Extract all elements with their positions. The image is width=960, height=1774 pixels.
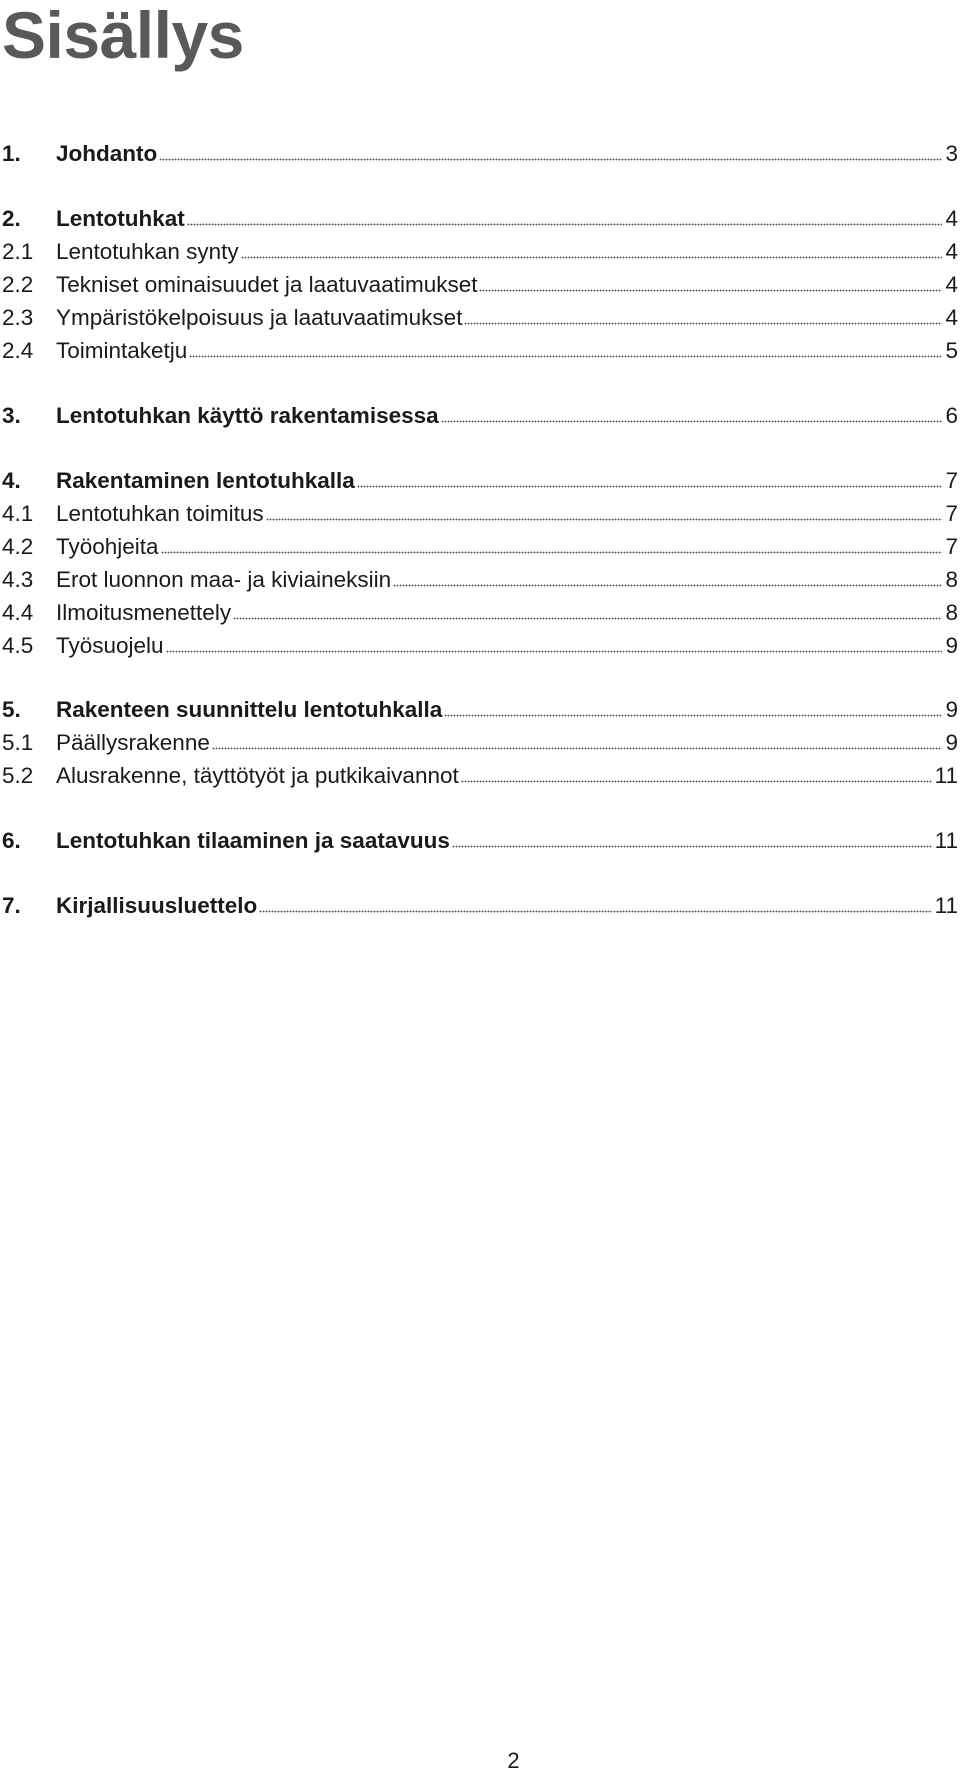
toc-page-number: 5 <box>945 338 958 363</box>
dot-leader <box>266 513 943 521</box>
toc-page-number: 11 <box>934 893 958 918</box>
toc-label: Työohjeita <box>56 534 159 559</box>
toc-entry-1[interactable] <box>2 138 958 170</box>
toc-page-number: 8 <box>945 600 958 625</box>
page-title: Sisällys <box>2 0 244 72</box>
toc-number: 4.4 <box>2 600 34 625</box>
dot-leader <box>479 284 942 292</box>
toc-page-number: 9 <box>945 633 958 658</box>
toc-entry-4-2[interactable] <box>2 531 958 563</box>
toc-entry-5-2[interactable] <box>2 760 958 792</box>
toc-number: 4.2 <box>2 534 34 559</box>
toc-number: 4.5 <box>2 633 34 658</box>
toc-label: Johdanto <box>56 141 158 166</box>
toc-number: 2.4 <box>2 338 34 363</box>
toc-number: 5. <box>2 697 21 722</box>
toc-number: 5.2 <box>2 763 34 788</box>
toc-page-number: 7 <box>945 501 958 526</box>
toc-number: 2. <box>2 206 21 231</box>
toc-page-number: 8 <box>945 567 958 592</box>
toc-page-number: 7 <box>945 468 958 493</box>
toc-label: Rakentaminen lentotuhkalla <box>56 468 355 493</box>
toc-number: 7. <box>2 893 21 918</box>
dot-leader <box>464 317 942 325</box>
toc-number: 4.3 <box>2 567 34 592</box>
toc-label: Työsuojelu <box>56 633 164 658</box>
dot-leader <box>166 645 943 653</box>
dot-leader <box>189 350 942 358</box>
toc-entry-3[interactable] <box>2 400 958 432</box>
dot-leader <box>187 218 943 226</box>
toc-entry-2[interactable] <box>2 203 958 235</box>
toc-entry-5[interactable] <box>2 694 958 726</box>
toc-label: Alusrakenne, täyttötyöt ja putkikaivannot <box>56 763 459 788</box>
toc-number: 4.1 <box>2 501 34 526</box>
toc-label: Ilmoitusmenettely <box>56 600 232 625</box>
dot-leader <box>241 251 943 259</box>
dot-leader <box>357 480 943 488</box>
toc-page-number: 9 <box>945 697 958 722</box>
dot-leader <box>441 415 943 423</box>
dot-leader <box>233 612 942 620</box>
toc-label: Päällysrakenne <box>56 730 210 755</box>
toc-entry-2-1[interactable] <box>2 236 958 268</box>
dot-leader <box>159 153 942 161</box>
toc-label: Ympäristökelpoisuus ja laatuvaatimukset <box>56 305 463 330</box>
toc-entry-4-3[interactable] <box>2 564 958 596</box>
toc-label: Rakenteen suunnittelu lentotuhkalla <box>56 697 443 722</box>
toc-page-number: 11 <box>934 828 958 853</box>
toc-entry-4-1[interactable] <box>2 498 958 530</box>
dot-leader <box>444 709 942 717</box>
toc-number: 3. <box>2 403 21 428</box>
dot-leader <box>259 905 931 913</box>
toc-page-number: 9 <box>945 730 958 755</box>
toc-entry-5-1[interactable] <box>2 727 958 759</box>
toc-number: 2.2 <box>2 272 34 297</box>
toc-entry-4[interactable] <box>2 465 958 497</box>
toc-label: Toimintaketju <box>56 338 188 363</box>
toc-entry-2-2[interactable] <box>2 269 958 301</box>
toc-label: Tekniset ominaisuudet ja laatuvaatimukset <box>56 272 478 297</box>
toc-label: Kirjallisuusluettelo <box>56 893 258 918</box>
toc-page-number: 6 <box>945 403 958 428</box>
toc-entry-2-3[interactable] <box>2 302 958 334</box>
toc-number: 5.1 <box>2 730 34 755</box>
dot-leader <box>393 579 942 587</box>
toc-number: 2.3 <box>2 305 34 330</box>
dot-leader <box>161 546 943 554</box>
toc-label: Lentotuhkat <box>56 206 185 231</box>
toc-page-number: 3 <box>945 141 958 166</box>
toc-label: Erot luonnon maa- ja kiviaineksiin <box>56 567 392 592</box>
toc-label: Lentotuhkan käyttö rakentamisessa <box>56 403 439 428</box>
toc-number: 4. <box>2 468 21 493</box>
toc-entry-4-5[interactable] <box>2 630 958 662</box>
toc-page-number: 11 <box>934 763 958 788</box>
toc-entry-7[interactable] <box>2 890 958 922</box>
toc-number: 2.1 <box>2 239 34 264</box>
toc-entry-4-4[interactable] <box>2 597 958 629</box>
toc-page-number: 4 <box>945 272 958 297</box>
dot-leader <box>452 840 932 848</box>
toc-entry-2-4[interactable] <box>2 335 958 367</box>
toc-page-number: 7 <box>945 534 958 559</box>
toc-page-number: 4 <box>945 206 958 231</box>
toc-entry-6[interactable] <box>2 825 958 857</box>
toc-label: Lentotuhkan synty <box>56 239 239 264</box>
toc-number: 1. <box>2 141 21 166</box>
toc-page-number: 4 <box>945 239 958 264</box>
dot-leader <box>212 742 943 750</box>
toc-page-number: 4 <box>945 305 958 330</box>
toc-label: Lentotuhkan tilaaminen ja saatavuus <box>56 828 450 853</box>
toc-label: Lentotuhkan toimitus <box>56 501 264 526</box>
toc-number: 6. <box>2 828 21 853</box>
page-number: 2 <box>507 1748 520 1773</box>
dot-leader <box>461 775 932 783</box>
